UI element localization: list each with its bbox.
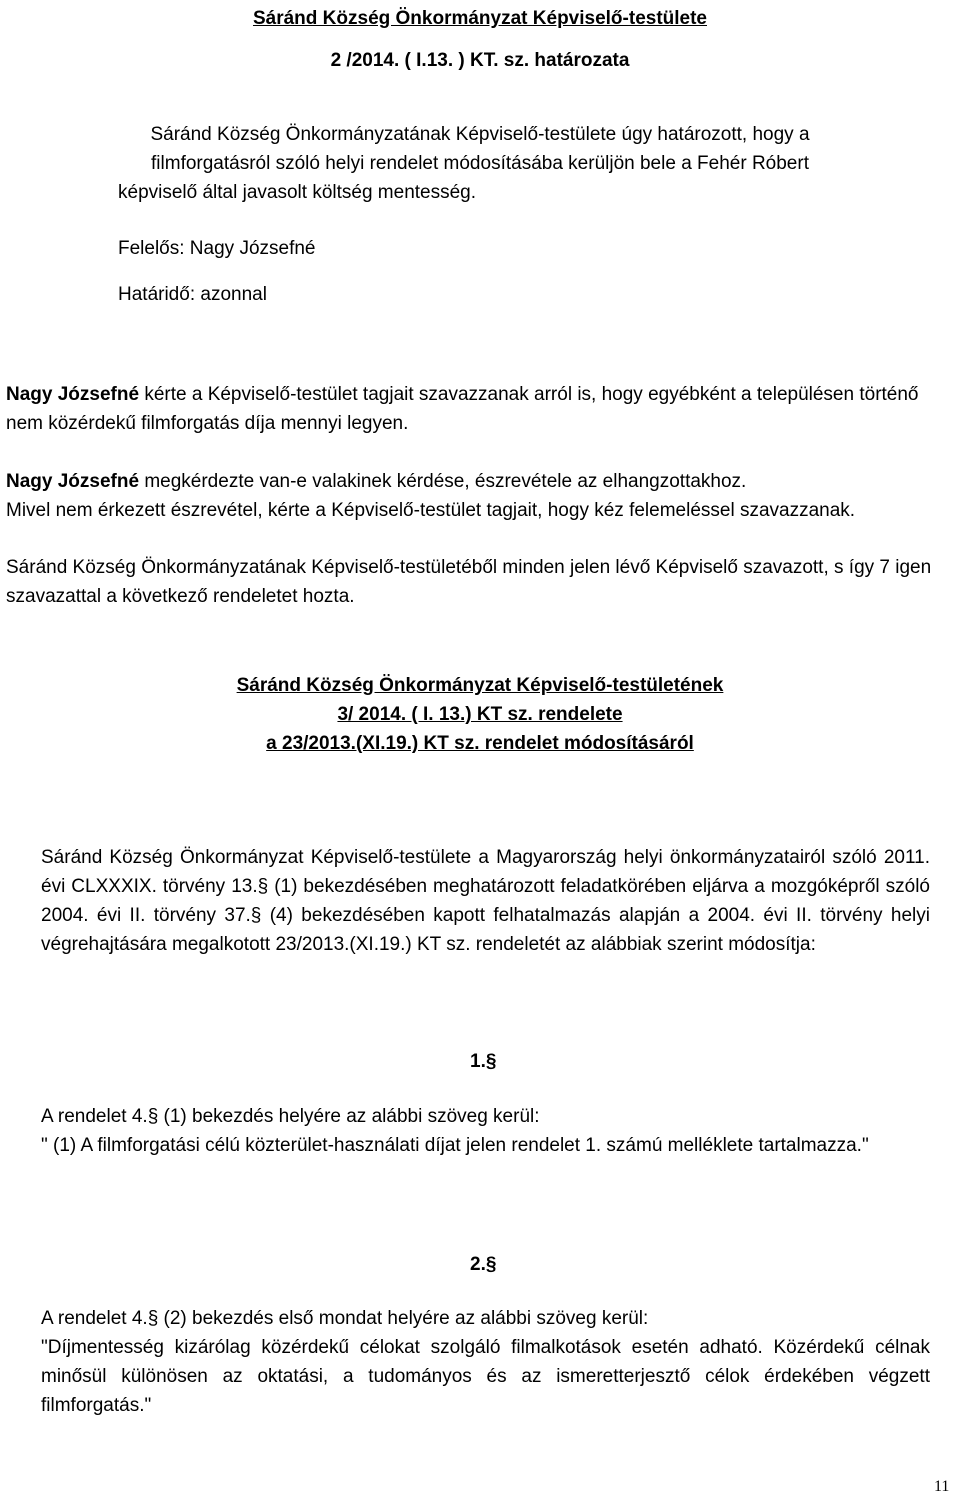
section-2-intro: A rendelet 4.§ (2) bekezdés első mondat helyére az alábbi szöveg kerül: xyxy=(41,1308,649,1329)
section-1-intro: A rendelet 4.§ (1) bekezdés helyére az alábbi szöveg kerül: xyxy=(41,1106,540,1127)
page-number: 11 xyxy=(934,1478,950,1495)
resolution-line: filmforgatásról szóló helyi rendelet módosításába kerüljön bele a Fehér Róbert xyxy=(151,153,809,174)
minutes-text: kérte a Képviselő-testület tagjait szavazzanak arról is, hogy egyébként a településen történő nem közérdekű filmforgatás díja mennyi legyen. xyxy=(6,384,919,434)
minutes-paragraph-1 xyxy=(6,380,954,438)
minutes-text: megkérdezte van-e valakinek kérdése, észrevétele az elhangzottakhoz. xyxy=(139,471,747,492)
decree-title-line-3: a 23/2013.(XI.19.) KT sz. rendelet módosításáról xyxy=(266,733,694,754)
council-title: Sáránd Község Önkormányzat Képviselő-testülete xyxy=(252,8,707,29)
speaker-name: Nagy Józsefné xyxy=(6,471,140,492)
responsible-line: Felelős: Nagy Józsefné xyxy=(118,238,316,259)
speaker-name: Nagy Józsefné xyxy=(6,384,140,405)
minutes-paragraph-3: Mivel nem érkezett észrevétel, kérte a Képviselő-testület tagjait, hogy kéz felemeléssel szavazzanak. xyxy=(6,500,856,521)
resolution-text xyxy=(0,120,960,207)
section-1-text: " (1) A filmforgatási célú közterület-használati díjat jelen rendelet 1. számú melléklete tartalmazza." xyxy=(41,1135,869,1156)
section-1-heading: 1.§ xyxy=(470,1051,497,1072)
decree-title-line-1: Sáránd Község Önkormányzat Képviselő-testületének xyxy=(236,675,724,696)
resolution-number: 2 /2014. ( I.13. ) KT. sz. határozata xyxy=(330,50,630,71)
decree-title-line-2: 3/ 2014. ( I. 13.) KT sz. rendelete xyxy=(337,704,623,725)
minutes-paragraph-2 xyxy=(6,467,954,496)
minutes-paragraph-4: Sáránd Község Önkormányzatának Képviselő-testületéből minden jelen lévő Képviselő szavazott, s így 7 igen szavazattal a következő rendeletet hozta. xyxy=(6,557,932,607)
section-2-text: "Díjmentesség kizárólag közérdekű célokat szolgáló filmalkotások esetén adható. Közérdekű célnak minősül különösen az oktatási, a tudományos és az ismeretterjesztő célok érdekében végzett filmforgatás." xyxy=(41,1337,930,1416)
section-2-heading: 2.§ xyxy=(470,1254,497,1275)
resolution-line: képviselő által javasolt költség mentesség. xyxy=(118,182,477,203)
resolution-line: Sáránd Község Önkormányzatának Képviselő-testülete úgy határozott, hogy a xyxy=(150,124,810,145)
decree-preamble: Sáránd Község Önkormányzat Képviselő-testülete a Magyarország helyi önkormányzatairól szóló 2011. évi CLXXXIX. törvény 13.§ (1) bekezdésében meghatározott feladatkörében eljárva a mozgóképről szóló 2004. évi II. törvény 37.§ (4) bekezdésében kapott felhatalmazás alapján a 2004. évi II. törvény helyi végrehajtására megalkotott 23/2013.(XI.19.) KT sz. rendeletét az alábbiak szerint módosítja: xyxy=(41,847,930,955)
deadline-line: Határidő: azonnal xyxy=(118,284,267,305)
